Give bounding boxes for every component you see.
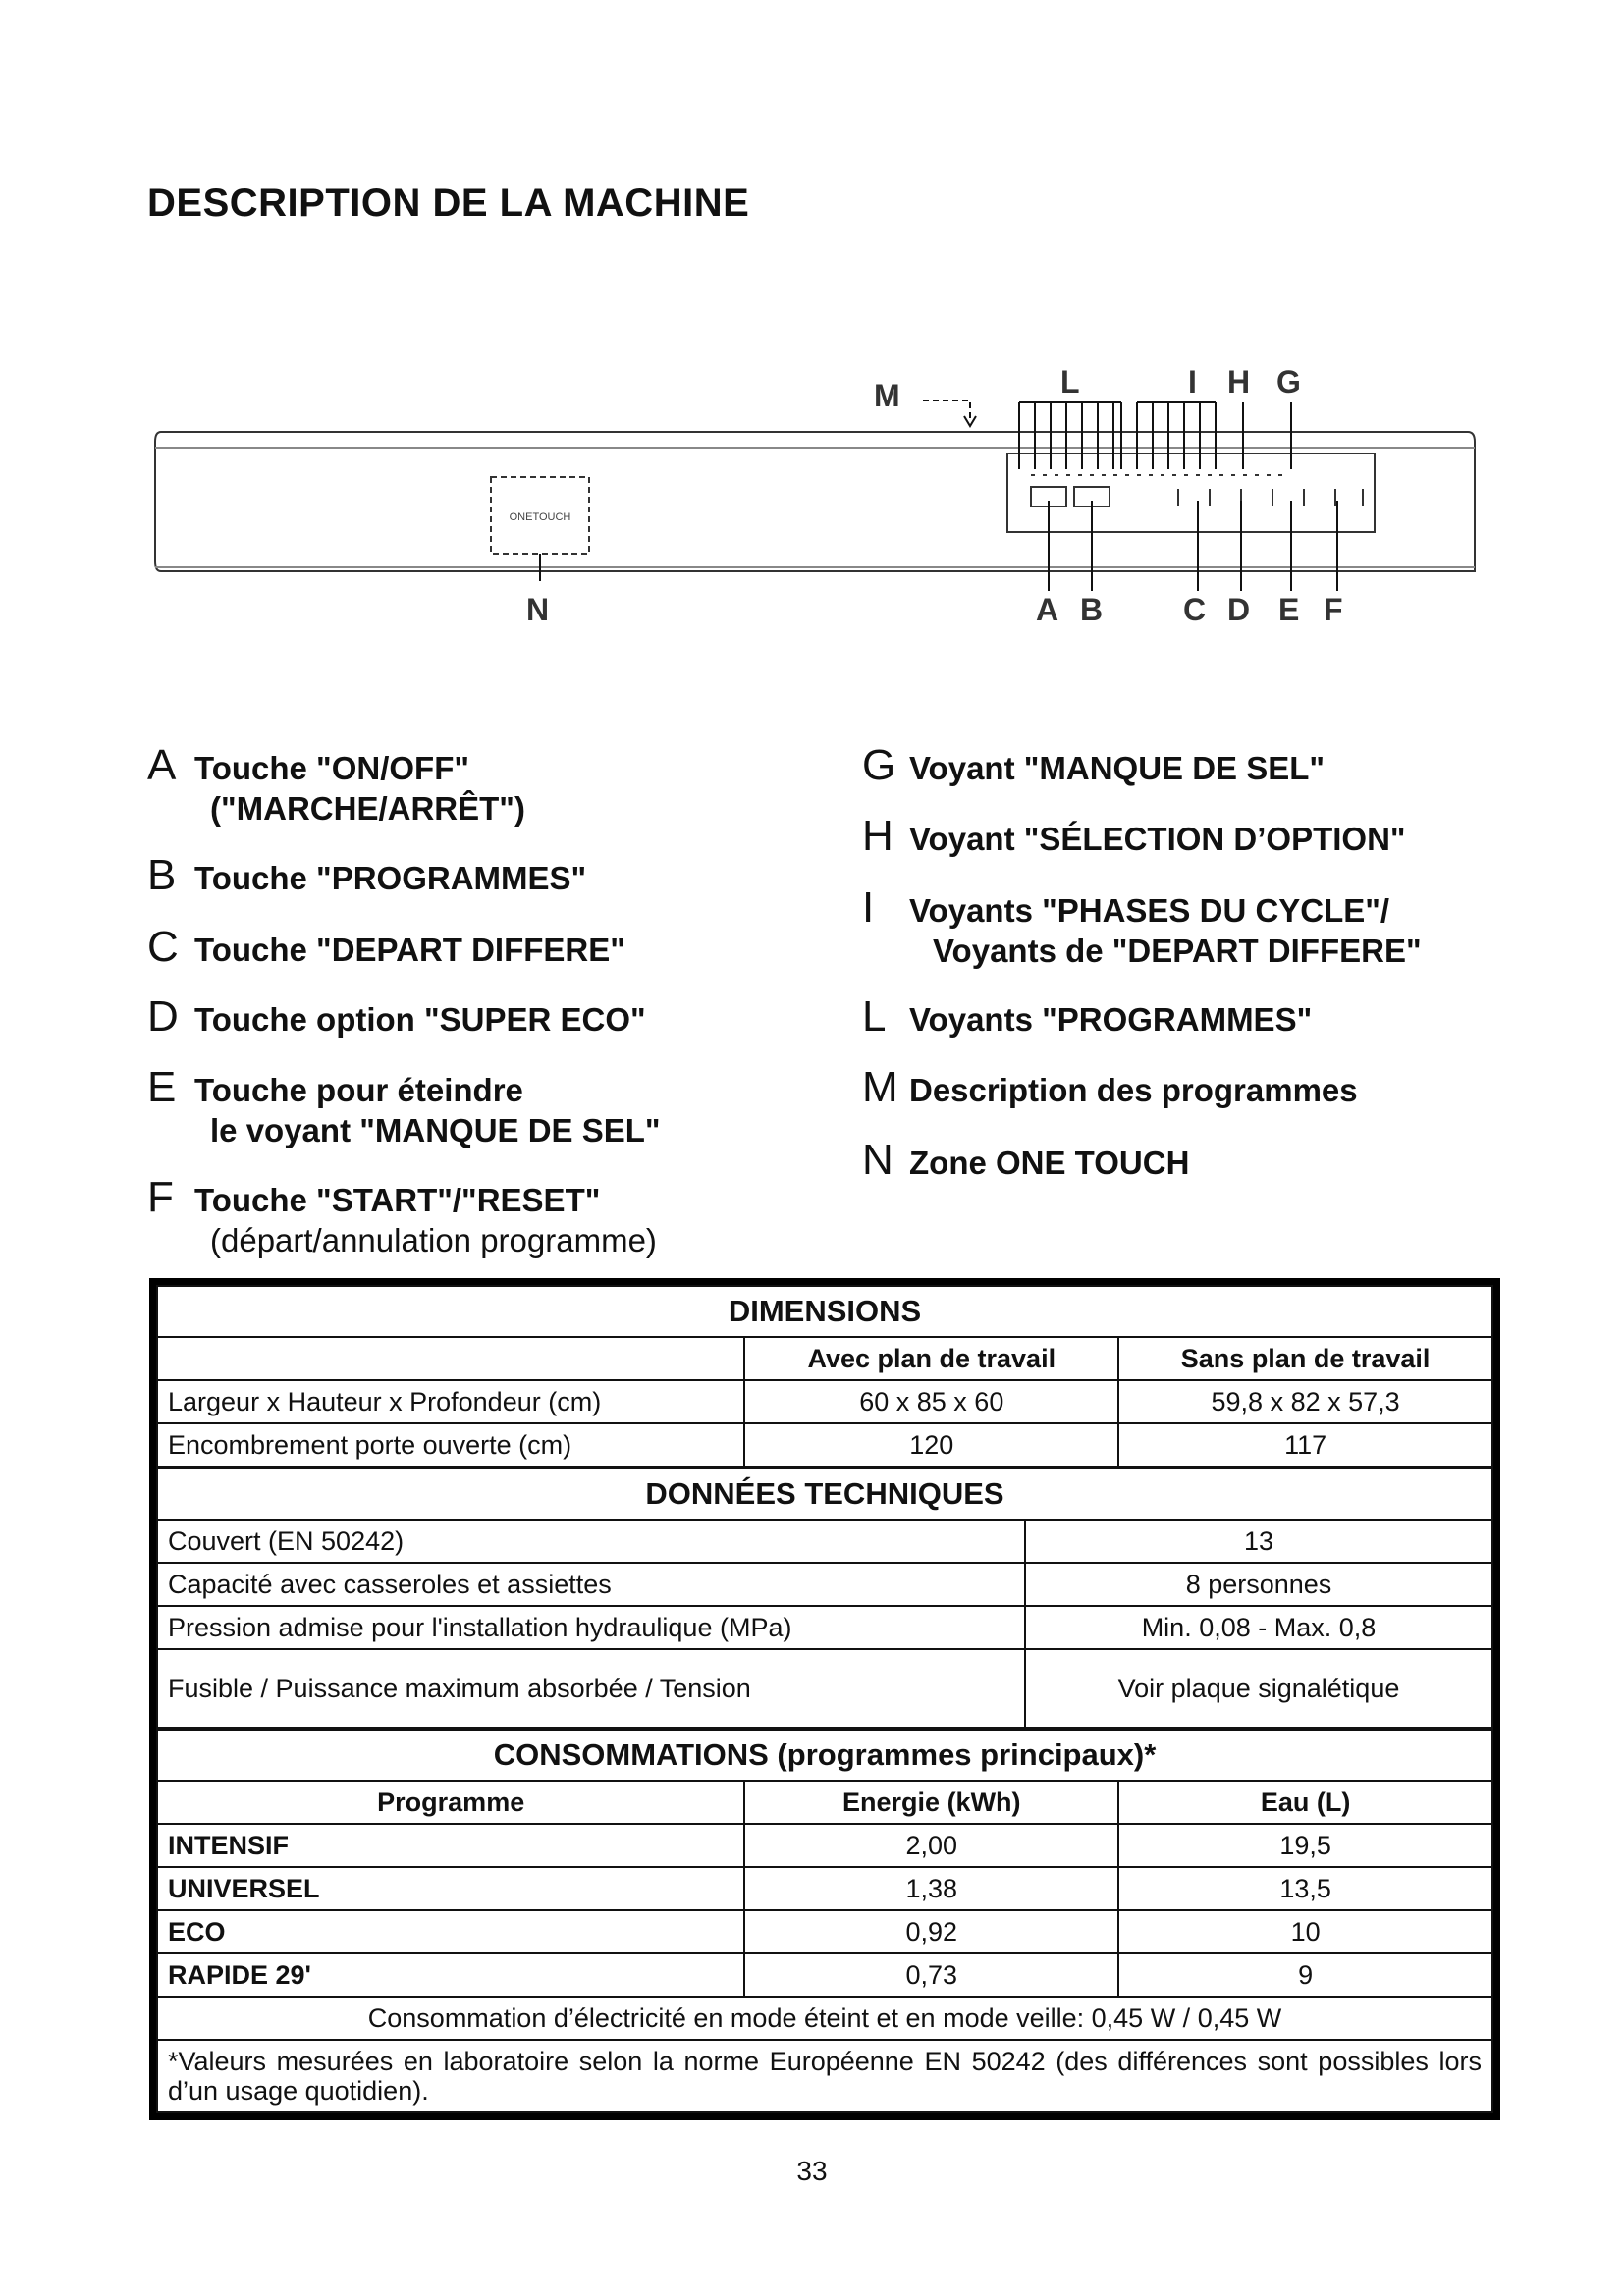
table-row: ECO 0,92 10 xyxy=(157,1910,1492,1953)
legend-item-b: B Touche "PROGRAMMES" xyxy=(147,851,587,899)
table-row: Largeur x Hauteur x Profondeur (cm) 60 x 85 x 60 59,8 x 82 x 57,3 xyxy=(157,1380,1492,1423)
consumption-table xyxy=(156,1729,1493,2113)
legend-item-c: C Touche "DEPART DIFFERE" xyxy=(147,923,625,971)
onetouch-logo-text: ONETOUCH xyxy=(509,511,571,523)
table-row: RAPIDE 29' 0,73 9 xyxy=(157,1953,1492,1997)
page-title: DESCRIPTION DE LA MACHINE xyxy=(147,182,750,225)
col-with-worktop: Avec plan de travail xyxy=(744,1337,1118,1380)
col-without-worktop: Sans plan de travail xyxy=(1118,1337,1492,1380)
dimensions-header: DIMENSIONS xyxy=(157,1286,1492,1337)
page-number: 33 xyxy=(796,2156,828,2186)
diagram-label-i: I xyxy=(1188,364,1197,400)
legend-left xyxy=(147,741,893,1271)
specifications-box xyxy=(149,1278,1500,2120)
diagram-label-a: A xyxy=(1036,592,1059,627)
footnote: *Valeurs mesurées en laboratoire selon la norme Européenne EN 50242 (des différences sont possibles lors d’un usage quotidien). xyxy=(157,2040,1492,2112)
legend-item-g: G Voyant "MANQUE DE SEL" xyxy=(862,741,1326,789)
diagram-label-g: G xyxy=(1276,364,1301,400)
consumption-header: CONSOMMATIONS (programmes principaux)* xyxy=(157,1730,1492,1781)
table-row: INTENSIF 2,00 19,5 xyxy=(157,1824,1492,1867)
legend-item-n: N Zone ONE TOUCH xyxy=(862,1136,1190,1184)
table-row: Encombrement porte ouverte (cm) 120 117 xyxy=(157,1423,1492,1467)
table-row: Pression admise pour l'installation hydraulique (MPa) Min. 0,08 - Max. 0,8 xyxy=(157,1606,1492,1649)
table-row: UNIVERSEL 1,38 13,5 xyxy=(157,1867,1492,1910)
table-row: Couvert (EN 50242) 13 xyxy=(157,1520,1492,1563)
diagram-label-m: M xyxy=(874,378,900,413)
legend-item-d: D Touche option "SUPER ECO" xyxy=(147,992,646,1041)
diagram-label-n: N xyxy=(526,592,550,627)
legend-item-a: A Touche "ON/OFF" ("MARCHE/ARRÊT") xyxy=(147,741,525,827)
legend-item-h: H Voyant "SÉLECTION D’OPTION" xyxy=(862,812,1406,860)
display-window xyxy=(1007,454,1375,532)
legend-item-i: I Voyants "PHASES DU CYCLE"/ Voyants de "DEPART DIFFERE" xyxy=(862,883,1422,969)
col-energy: Energie (kWh) xyxy=(744,1781,1118,1824)
table-row: Capacité avec casseroles et assiettes 8 personnes xyxy=(157,1563,1492,1606)
legend-item-m: M Description des programmes xyxy=(862,1063,1358,1111)
dimensions-table xyxy=(156,1285,1493,1468)
col-water: Eau (L) xyxy=(1118,1781,1492,1824)
diagram-label-d: D xyxy=(1227,592,1251,627)
legend-right xyxy=(862,741,1510,1212)
control-panel-diagram xyxy=(147,353,1483,648)
standby-consumption: Consommation d’électricité en mode éteint et en mode veille: 0,45 W / 0,45 W xyxy=(157,1997,1492,2040)
table-row: Fusible / Puissance maximum absorbée / Tension Voir plaque signalétique xyxy=(157,1649,1492,1728)
legend-item-f: F Touche "START"/"RESET" (départ/annulation programme) xyxy=(147,1173,657,1258)
legend-item-l: L Voyants "PROGRAMMES" xyxy=(862,992,1313,1041)
diagram-label-c: C xyxy=(1183,592,1207,627)
diagram-label-l: L xyxy=(1060,364,1080,400)
diagram-label-b: B xyxy=(1080,592,1104,627)
technical-header: DONNÉES TECHNIQUES xyxy=(157,1468,1492,1520)
col-programme: Programme xyxy=(157,1781,744,1824)
diagram-label-e: E xyxy=(1278,592,1300,627)
diagram-label-h: H xyxy=(1227,364,1251,400)
legend-item-e: E Touche pour éteindre le voyant "MANQUE DE SEL" xyxy=(147,1063,661,1148)
technical-table xyxy=(156,1468,1493,1729)
diagram-label-f: F xyxy=(1324,592,1343,627)
